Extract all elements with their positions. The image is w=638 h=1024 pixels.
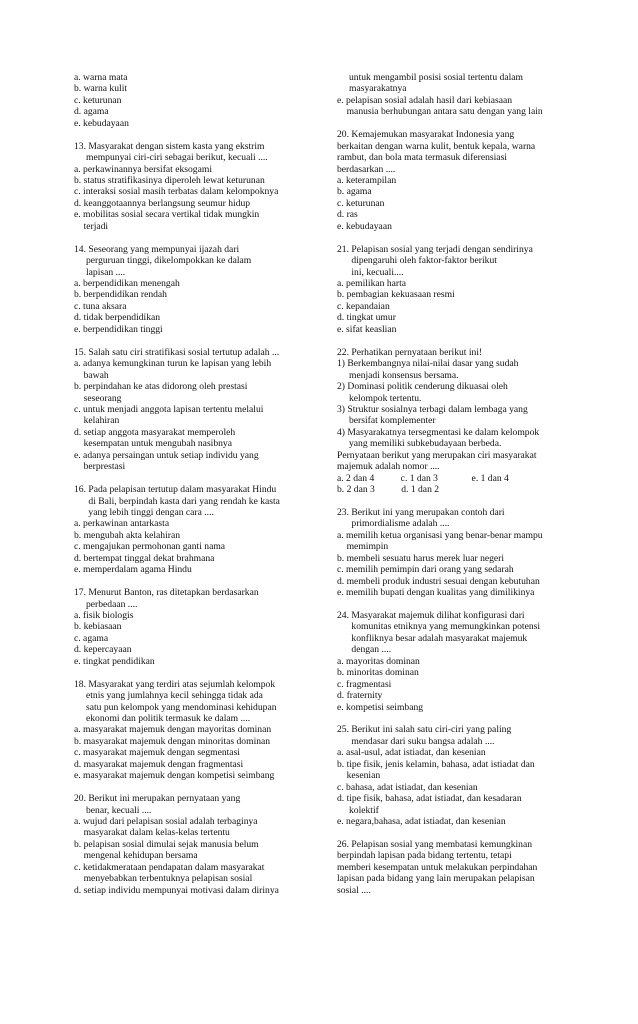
text-line: benar, kecuali .... — [74, 804, 152, 816]
text-line: mendasar dari suku bangsa adalah .... — [337, 735, 495, 747]
text-line: b. status stratifikasinya diperoleh lewat keturunan — [74, 175, 265, 187]
text-line: satu pun kelompok yang mendominasi kehidupan — [74, 701, 277, 713]
text-line: d. masyarakat majemuk dengan fragmentasi — [74, 758, 244, 770]
text-line: menyebabkan terbentuknya pelapisan sosial — [74, 873, 253, 885]
text-line: kelahiran — [74, 415, 120, 427]
question-block — [337, 347, 581, 496]
text-line: b. minoritas dominan — [337, 667, 419, 679]
text-line: 2) Dominasi politik cenderung dikuasai oleh — [337, 381, 508, 393]
text-line: d. kepercayaan — [74, 644, 132, 656]
text-line: seseorang — [74, 392, 122, 404]
text-line: primordialisme adalah .... — [337, 518, 450, 530]
text-line: mengenal kehidupan bersama — [74, 850, 198, 862]
text-line: d. fraternity — [337, 690, 383, 702]
text-line: dipengaruhi oleh faktor-faktor berikut — [337, 255, 497, 267]
question-block — [74, 484, 306, 576]
text-line: ini, kecuali.... — [337, 266, 404, 278]
text-line: b. kebiasaan — [74, 621, 122, 633]
text-line: c. mengajukan permohonan ganti nama — [74, 541, 226, 553]
question-block — [74, 244, 306, 336]
text-line: b. pembagian kekuasaan resmi — [337, 289, 455, 301]
text-line: b. warna kulit — [74, 83, 128, 95]
text-line: a. warna mata — [74, 72, 128, 83]
text-line: c. keturunan — [337, 197, 385, 209]
text-line: menjadi konsensus bersama. — [337, 369, 459, 381]
text-line: a. pemilikan harta — [337, 278, 406, 290]
text-line: kesempatan untuk mengubah nasibnya — [74, 438, 232, 450]
text-line: 18. Masyarakat yang terdiri atas sejumlah kelompok — [74, 678, 276, 690]
text-line: 3) Struktur sosialnya terbagi dalam lembaga yang — [337, 403, 528, 415]
text-line: e. berpendidikan tinggi — [74, 323, 163, 335]
text-line: 22. Perhatikan pernyataan berikut ini! — [337, 346, 483, 358]
text-line: c. untuk menjadi anggota lapisan tertentu melalui — [74, 403, 264, 415]
question-block — [74, 141, 306, 233]
text-line: b. masyarakat majemuk dengan minoritas dominan — [74, 735, 271, 747]
text-line: c. memilih pemimpin dari orang yang sedarah — [337, 564, 514, 576]
text-line: 26. Pelapisan sosial yang membatasi kemungkinan — [337, 838, 533, 850]
text-line: berdasarkan .... — [337, 163, 396, 175]
text-line: 20. Berikut ini merupakan pernyataan yang — [74, 793, 241, 805]
text-line: perguruan tinggi, dikelompokkan ke dalam — [74, 255, 252, 267]
text-line: komunitas etniknya yang memungkinkan potensi — [337, 621, 541, 633]
text-line: konfliknya besar adalah masyarakat majemuk — [337, 632, 528, 644]
text-line: berprestasi — [74, 461, 126, 473]
text-line: a. memilih ketua organisasi yang benar-benar mampu — [337, 529, 543, 541]
text-line: a. fisik biologis — [74, 609, 134, 621]
question-block — [337, 610, 581, 713]
text-line: e. kebudayaan — [337, 220, 392, 232]
text-line: d. tipe fisik, bahasa, adat istiadat, dan kesadaran — [337, 793, 522, 805]
text-line: 16. Pada pelapisan tertutup dalam masyarakat Hindu — [74, 484, 277, 496]
question-block — [337, 724, 581, 827]
text-line: dengan .... — [337, 644, 392, 656]
text-line: b. agama — [337, 186, 372, 198]
text-line: c. agama — [74, 632, 109, 644]
text-line: masyarakatnya — [337, 83, 407, 95]
text-line: 1) Berkembangnya nilai-nilai dasar yang sudah — [337, 358, 519, 370]
text-line: a. masyarakat majemuk dengan mayoritas dominan — [74, 724, 272, 736]
text-line: terjadi — [74, 220, 109, 232]
text-line: etnis yang jumlahnya kecil sehingga tidak ada — [74, 690, 263, 702]
text-line: b. tipe fisik, jenis kelamin, bahasa, adat istiadat dan — [337, 758, 535, 770]
text-line: 21. Pelapisan sosial yang terjadi dengan sendirinya — [337, 243, 533, 255]
text-line: sosial .... — [337, 884, 371, 896]
question-block — [74, 72, 306, 129]
text-line: e. tingkat pendidikan — [74, 655, 155, 667]
question-block — [74, 347, 306, 473]
text-line: e. masyarakat majemuk dengan kompetisi seimbang — [74, 770, 275, 782]
question-block — [337, 72, 581, 118]
question-block — [337, 244, 581, 336]
text-line: mempunyai ciri-ciri sebagai berikut, kecuali .... — [74, 152, 268, 164]
text-line: d. agama — [74, 106, 109, 118]
text-line: yang memiliki subkebudayaan berbeda. — [337, 438, 502, 450]
text-line: e. negara,bahasa, adat istiadat, dan kesenian — [337, 816, 506, 828]
text-line: a. berpendidikan menengah — [74, 278, 180, 290]
right-column — [337, 72, 581, 908]
text-line: majemuk adalah nomor .... — [337, 461, 440, 473]
text-line: 15. Salah satu ciri stratifikasi sosial tertutup adalah ... — [74, 346, 280, 358]
question-block — [74, 679, 306, 782]
text-line: d. bertempat tinggal dekat brahmana — [74, 552, 215, 564]
text-line: manusia berhubungan antara satu dengan yang lain — [337, 106, 543, 118]
text-line: d. membeli produk industri sesuai dengan kebutuhan — [337, 575, 540, 587]
question-block — [337, 839, 581, 896]
text-line: e. kompetisi seimbang — [337, 701, 424, 713]
text-line: e. sifat keaslian — [337, 323, 397, 335]
text-line: untuk mengambil posisi sosial tertentu dalam — [337, 72, 523, 83]
text-line: yang lebih tinggi dengan cara .... — [74, 506, 214, 518]
text-line: a. mayoritas dominan — [337, 655, 420, 667]
question-block — [337, 507, 581, 599]
text-line: Pernyataan berikut yang merupakan ciri masyarakat — [337, 449, 537, 461]
text-line: a. perkawinannya bersifat eksogami — [74, 163, 212, 175]
question-block — [74, 587, 306, 667]
text-line: d. tidak berpendidikan — [74, 312, 161, 324]
text-line: b. 2 dan 3 d. 1 dan 2 — [337, 484, 440, 496]
text-line: 20. Kemajemukan masyarakat Indonesia yang — [337, 129, 515, 141]
text-line: 24. Masyarakat majemuk dilihat konfigurasi dari — [337, 609, 525, 621]
text-line: c. tuna aksara — [74, 300, 127, 312]
text-line: c. interaksi sosial masih terbatas dalam kelompoknya — [74, 186, 279, 198]
text-line: lapisan pada bidang yang lain merupakan pelapisan — [337, 873, 535, 885]
text-line: a. asal-usul, adat istiadat, dan kesenian — [337, 747, 486, 759]
text-line: e. memperdalam agama Hindu — [74, 564, 192, 576]
text-line: berkaitan dengan warna kulit, bentuk kepala, warna — [337, 140, 536, 152]
text-line: a. 2 dan 4 c. 1 dan 3 e. 1 dan 4 — [337, 472, 509, 484]
text-line: c. fragmentasi — [337, 678, 392, 690]
text-line: di Bali, berpindah kasta dari yang rendah ke kasta — [74, 495, 280, 507]
text-line: ekonomi dan politik termasuk ke dalam .... — [74, 713, 251, 724]
question-block — [74, 793, 306, 896]
text-line: d. tingkat umur — [337, 312, 396, 324]
text-line: d. setiap individu mempunyai motivasi dalam dirinya — [74, 884, 279, 896]
text-line: 14. Seseorang yang mempunyai ijazah dari — [74, 243, 240, 255]
text-line: bawah — [74, 369, 109, 381]
text-line: 25. Berikut ini salah satu ciri-ciri yang paling — [337, 724, 512, 736]
text-line: bersifat komplementer — [337, 415, 436, 427]
text-line: a. wujud dari pelapisan sosial adalah terbaginya — [74, 816, 258, 828]
text-line: d. setiap anggota masyarakat memperoleh — [74, 426, 236, 438]
text-line: e. kebudayaan — [74, 117, 129, 129]
text-line: e. adanya persaingan untuk setiap individu yang — [74, 449, 259, 461]
text-line: a. keterampilan — [337, 175, 397, 187]
text-line: kesenian — [337, 770, 381, 782]
text-line: kolektif — [337, 804, 379, 816]
text-line: b. berpendidikan rendah — [74, 289, 167, 301]
text-line: lapisan .... — [74, 266, 126, 278]
text-line: memimpin — [337, 541, 389, 553]
text-line: memberi kesempatan untuk melakukan perpindahan — [337, 861, 538, 873]
left-column — [74, 72, 306, 908]
question-block — [337, 129, 581, 232]
text-line: c. keturunan — [74, 94, 122, 106]
text-line: kelompok tertentu. — [337, 392, 422, 404]
text-line: 13. Masyarakat dengan sistem kasta yang ekstrim — [74, 140, 265, 152]
text-line: rambut, dan bola mata termasuk diferensiasi — [337, 152, 507, 164]
text-line: 17. Menurut Banton, ras ditetapkan berdasarkan — [74, 587, 259, 599]
text-line: c. kepandaian — [337, 300, 390, 312]
text-line: b. perpindahan ke atas didorong oleh prestasi — [74, 381, 248, 393]
text-line: c. ketidakmerataan pendapatan dalam masyarakat — [74, 861, 265, 873]
text-line: perbedaan .... — [74, 598, 138, 610]
text-line: b. membeli sesuatu harus merek luar negeri — [337, 552, 505, 564]
text-line: d. ras — [337, 209, 358, 221]
text-line: d. keanggotaannya berlangsung seumur hidup — [74, 197, 251, 209]
text-line: c. masyarakat majemuk dengan segmentasi — [74, 747, 240, 759]
text-line: e. memilih bupati dengan kualitas yang dimilikinya — [337, 587, 535, 599]
text-line: a. perkawinan antarkasta — [74, 518, 170, 530]
text-line: 4) Masyarakatnya tersegmentasi ke dalam kelompok — [337, 426, 540, 438]
text-line: e. pelapisan sosial adalah hasil dari kebiasaan — [337, 94, 513, 106]
text-line: b. mengubah akta kelahiran — [74, 529, 181, 541]
text-line: b. pelapisan sosial dimulai sejak manusia belum — [74, 838, 259, 850]
text-line: berpindah lapisan pada bidang tertentu, tetapi — [337, 850, 512, 862]
text-line: masyarakat dalam kelas-kelas tertentu — [74, 827, 230, 839]
text-line: 23. Berikut ini yang merupakan contoh dari — [337, 506, 505, 518]
text-line: a. adanya kemungkinan turun ke lapisan yang lebih — [74, 358, 272, 370]
text-line: e. mobilitas sosial secara vertikal tidak mungkin — [74, 209, 260, 221]
text-line: c. bahasa, adat istiadat, dan kesenian — [337, 781, 478, 793]
